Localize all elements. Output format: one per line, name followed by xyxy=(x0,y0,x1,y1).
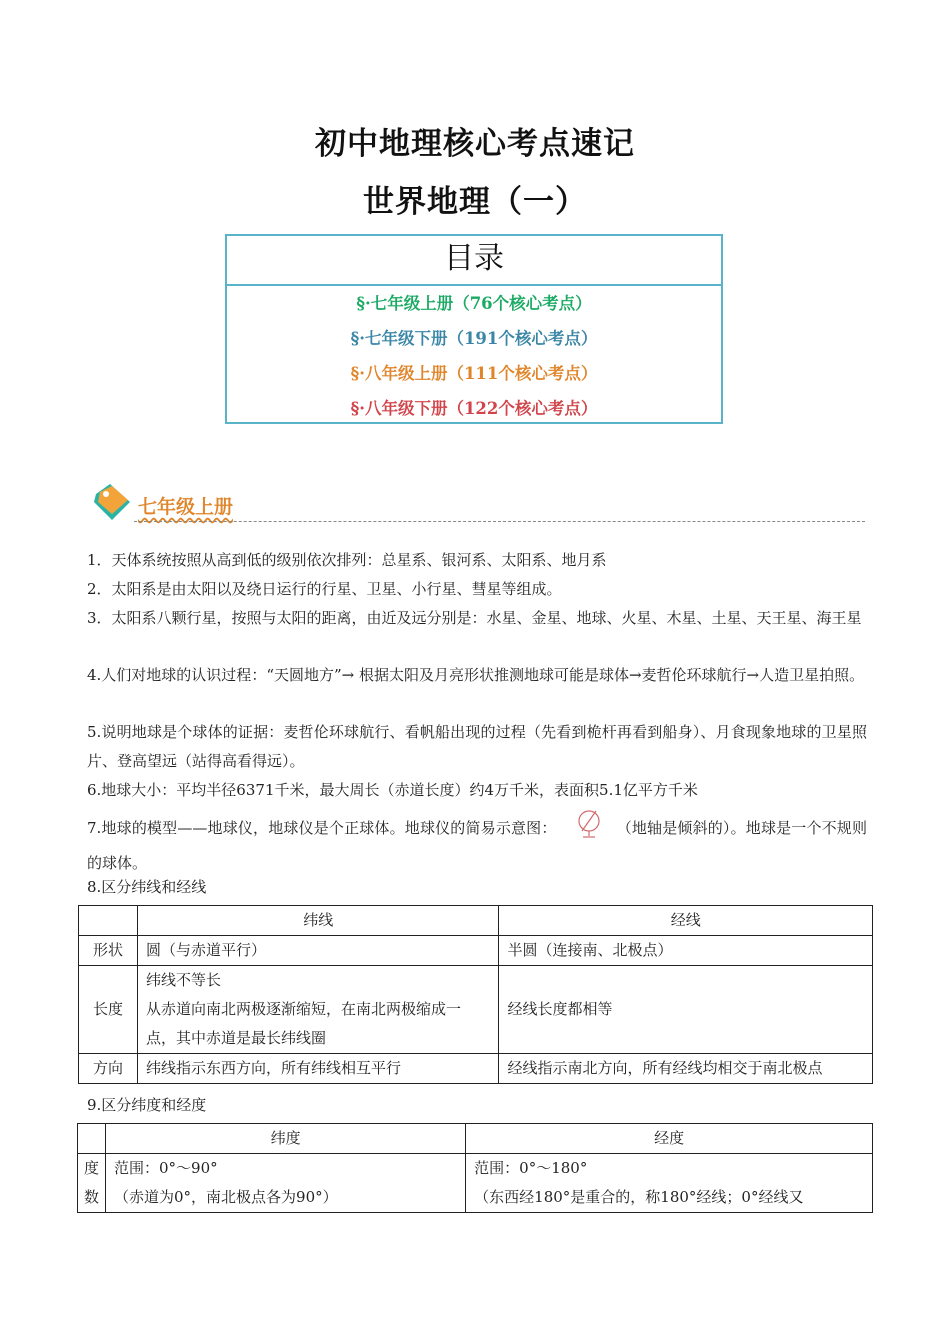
document-subtitle: 世界地理（一） xyxy=(363,184,587,220)
point-5: 5.说明地球是个球体的证据：麦哲伦环球航行、看帆船出现的过程（先看到桅杆再看到船身）、月食现象地球的卫星照片、登高望远（站得高看得远）。 xyxy=(87,723,867,770)
cell-wei: 圆（与赤道平行） xyxy=(137,936,499,966)
table-of-contents xyxy=(225,234,723,424)
toc-link-grade8-vol1[interactable]: §·八年级上册（111个核心考点） xyxy=(350,364,598,383)
point-6: 6.地球大小：平均半径6371千米，最大周长（赤道长度）约4万千米，表面积5.1亿平方千米 xyxy=(87,781,698,799)
toc-link-grade7-vol2[interactable]: §·七年级下册（191个核心考点） xyxy=(350,329,598,348)
point-7 xyxy=(87,809,867,878)
section-header xyxy=(90,480,865,530)
cell-wei xyxy=(137,966,499,1054)
table-row xyxy=(79,936,873,966)
point-1: 1．天体系统按照从高到低的级别依次排列：总星系、银河系、太阳系、地月系 xyxy=(87,551,607,569)
row-label: 方向 xyxy=(79,1054,138,1084)
point-3: 3．太阳系八颗行星，按照与太阳的距离，由近及远分别是：水星、金星、地球、火星、木星、土星、天王星、海王星 xyxy=(87,609,862,627)
table-row xyxy=(78,1154,873,1213)
row-label-line1: 度 xyxy=(83,1159,99,1177)
table-row xyxy=(79,1054,873,1084)
row-label xyxy=(78,1154,106,1213)
cell-wei-line2: （赤道为0°，南北极点各为90°） xyxy=(113,1188,338,1206)
cell-jing: 经线长度都相等 xyxy=(499,966,873,1054)
toc-link-grade8-vol2[interactable]: §·八年级下册（122个核心考点） xyxy=(350,399,598,418)
latitude-longitude-lines-table xyxy=(78,905,873,1084)
table-row xyxy=(78,1124,873,1154)
cell-jing-line1: 范围：0°～180° xyxy=(474,1159,588,1177)
cell-wei-line1: 纬线不等长 xyxy=(145,971,221,989)
cell-jing xyxy=(466,1154,873,1213)
row-label-line2: 数 xyxy=(83,1188,99,1206)
section-divider xyxy=(134,521,865,522)
point-2: 2．太阳系是由太阳以及绕日运行的行星、卫星、小行星、彗星等组成。 xyxy=(87,580,562,598)
cell-wei-line2: 从赤道向南北两极逐渐缩短，在南北两极缩成一点，其中赤道是最长纬线圈 xyxy=(145,1000,461,1047)
table-header-wei: 纬度 xyxy=(105,1124,465,1154)
section-title: 七年级上册 xyxy=(138,496,234,518)
table-row xyxy=(79,906,873,936)
cell-jing: 经线指示南北方向，所有经线均相交于南北极点 xyxy=(499,1054,873,1084)
row-label: 长度 xyxy=(79,966,138,1054)
globe-icon xyxy=(575,809,603,849)
point-8: 8.区分纬线和经线 xyxy=(87,878,207,896)
table-header-jing: 经度 xyxy=(466,1124,873,1154)
toc-heading: 目录 xyxy=(227,236,721,286)
point-7-text-b: （地轴是倾斜的）。地球是一个不规则的球体。 xyxy=(87,819,867,872)
toc-link-grade7-vol1[interactable]: §·七年级上册（76个核心考点） xyxy=(356,294,592,313)
point-9: 9.区分纬度和经度 xyxy=(87,1096,207,1114)
table-header-jing: 经线 xyxy=(499,906,873,936)
point-7-text-a: 7.地球的模型——地球仪，地球仪是个正球体。地球仪的简易示意图： xyxy=(87,819,557,837)
cell-wei: 纬线指示东西方向，所有纬线相互平行 xyxy=(137,1054,499,1084)
table-header-wei: 纬线 xyxy=(137,906,499,936)
table-header-empty xyxy=(79,906,138,936)
point-4: 4.人们对地球的认识过程：“天圆地方”→ 根据太阳及月亮形状推测地球可能是球体→麦哲伦环球航行→人造卫星拍照。 xyxy=(87,666,865,684)
document-title: 初中地理核心考点速记 xyxy=(315,126,635,162)
cell-jing-line2: （东西经180°是重合的，称180°经线；0°经线又 xyxy=(474,1188,804,1206)
table-header-empty xyxy=(78,1124,106,1154)
cell-wei-line1: 范围：0°～90° xyxy=(113,1159,218,1177)
table-row xyxy=(79,966,873,1054)
latitude-longitude-degrees-table xyxy=(77,1123,873,1213)
row-label: 形状 xyxy=(79,936,138,966)
cell-wei xyxy=(105,1154,465,1213)
tag-icon xyxy=(90,480,134,524)
cell-jing: 半圆（连接南、北极点） xyxy=(499,936,873,966)
